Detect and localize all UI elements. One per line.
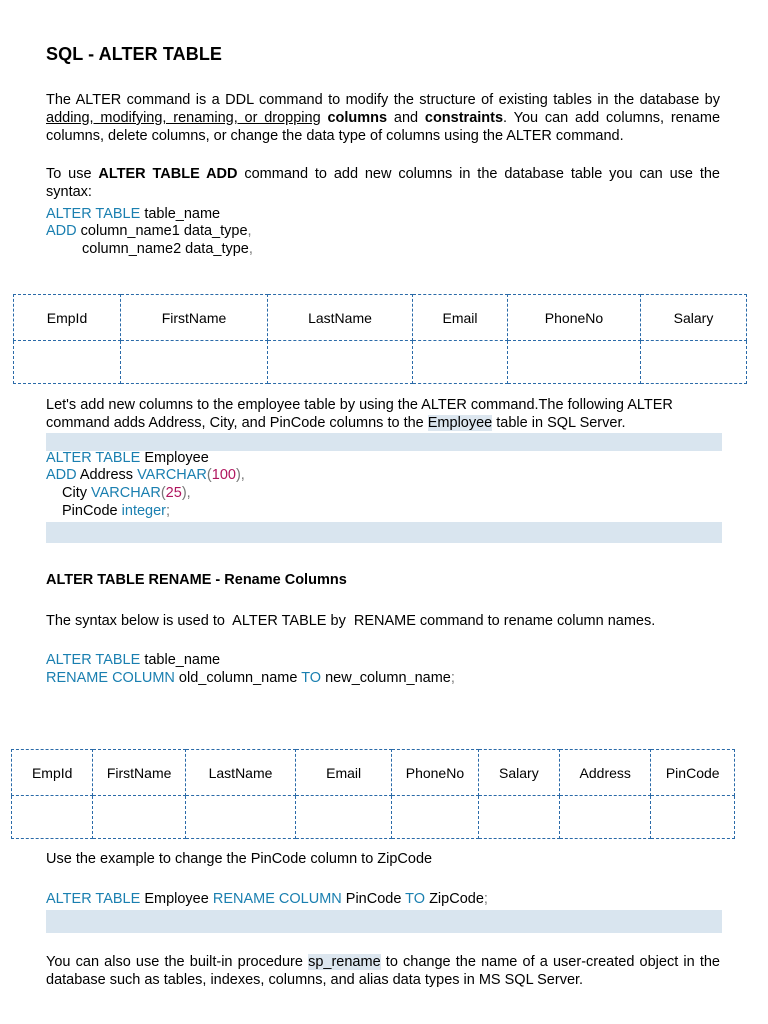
- rename-example-text: Use the example to change the PinCode column to ZipCode: [46, 851, 433, 867]
- code-line: ALTER TABLE table_name: [46, 206, 221, 222]
- table-cell: [296, 796, 392, 839]
- example-text: command adds Address, City, and PinCode columns to the Employee table in SQL Server.: [46, 415, 626, 431]
- column-header: Salary: [641, 295, 747, 341]
- table-cell: [268, 341, 413, 384]
- column-header: Address: [560, 750, 651, 796]
- table-cell: [560, 796, 651, 839]
- employee-table-extended: [11, 749, 735, 839]
- column-header: EmpId: [14, 295, 121, 341]
- table-cell: [641, 341, 747, 384]
- code-line: PinCode integer;: [62, 503, 171, 519]
- table-cell: [392, 796, 479, 839]
- table-cell: [413, 341, 508, 384]
- table-cell: [14, 341, 121, 384]
- table-cell: [478, 796, 559, 839]
- column-header: FirstName: [121, 295, 268, 341]
- column-header: LastName: [268, 295, 413, 341]
- example-text: Let's add new columns to the employee table by using the ALTER command.The following ALTER: [46, 397, 673, 413]
- code-line: column_name2 data_type,: [82, 241, 253, 257]
- column-header: Salary: [478, 750, 559, 796]
- table-cell: [93, 796, 186, 839]
- page-title: SQL - ALTER TABLE: [46, 44, 223, 64]
- code-line: ALTER TABLE Employee: [46, 450, 209, 466]
- code-line: ALTER TABLE table_name: [46, 652, 221, 668]
- section-heading: ALTER TABLE RENAME - Rename Columns: [46, 572, 347, 588]
- code-band: [46, 522, 722, 543]
- column-header: FirstName: [93, 750, 186, 796]
- table-cell: [651, 796, 735, 839]
- table-cell: [121, 341, 268, 384]
- column-header: PhoneNo: [508, 295, 641, 341]
- column-header: PhoneNo: [392, 750, 479, 796]
- column-header: PinCode: [651, 750, 735, 796]
- table-cell: [12, 796, 93, 839]
- sp-rename-paragraph: You can also use the built-in procedure sp_rename to change the name of a user-created object in the database such as tables, indexes, columns, and alias data types in MS SQL Server.: [46, 954, 720, 988]
- code-band: [46, 910, 722, 933]
- table-cell: [508, 341, 641, 384]
- rename-description: The syntax below is used to ALTER TABLE by RENAME command to rename column names.: [46, 613, 656, 629]
- code-line: ALTER TABLE Employee RENAME COLUMN PinCode TO ZipCode;: [46, 891, 488, 907]
- column-header: LastName: [185, 750, 295, 796]
- code-line: ADD Address VARCHAR(100),: [46, 467, 245, 483]
- intro-paragraph: The ALTER command is a DDL command to modify the structure of existing tables in the database by adding, modifying, renaming, or dropping columns and constraints. You can add columns, rename columns, delete columns, or change the data type of columns using the ALTER command.: [46, 92, 721, 144]
- table-cell: [185, 796, 295, 839]
- code-line: RENAME COLUMN old_column_name TO new_column_name;: [46, 670, 455, 686]
- employee-table: [13, 294, 747, 384]
- column-header: Email: [413, 295, 508, 341]
- code-line: City VARCHAR(25),: [62, 485, 191, 501]
- column-header: Email: [296, 750, 392, 796]
- syntax-intro: To use ALTER TABLE ADD command to add new columns in the database table you can use the syntax:: [46, 166, 720, 200]
- code-line: ADD column_name1 data_type,: [46, 223, 252, 239]
- column-header: EmpId: [12, 750, 93, 796]
